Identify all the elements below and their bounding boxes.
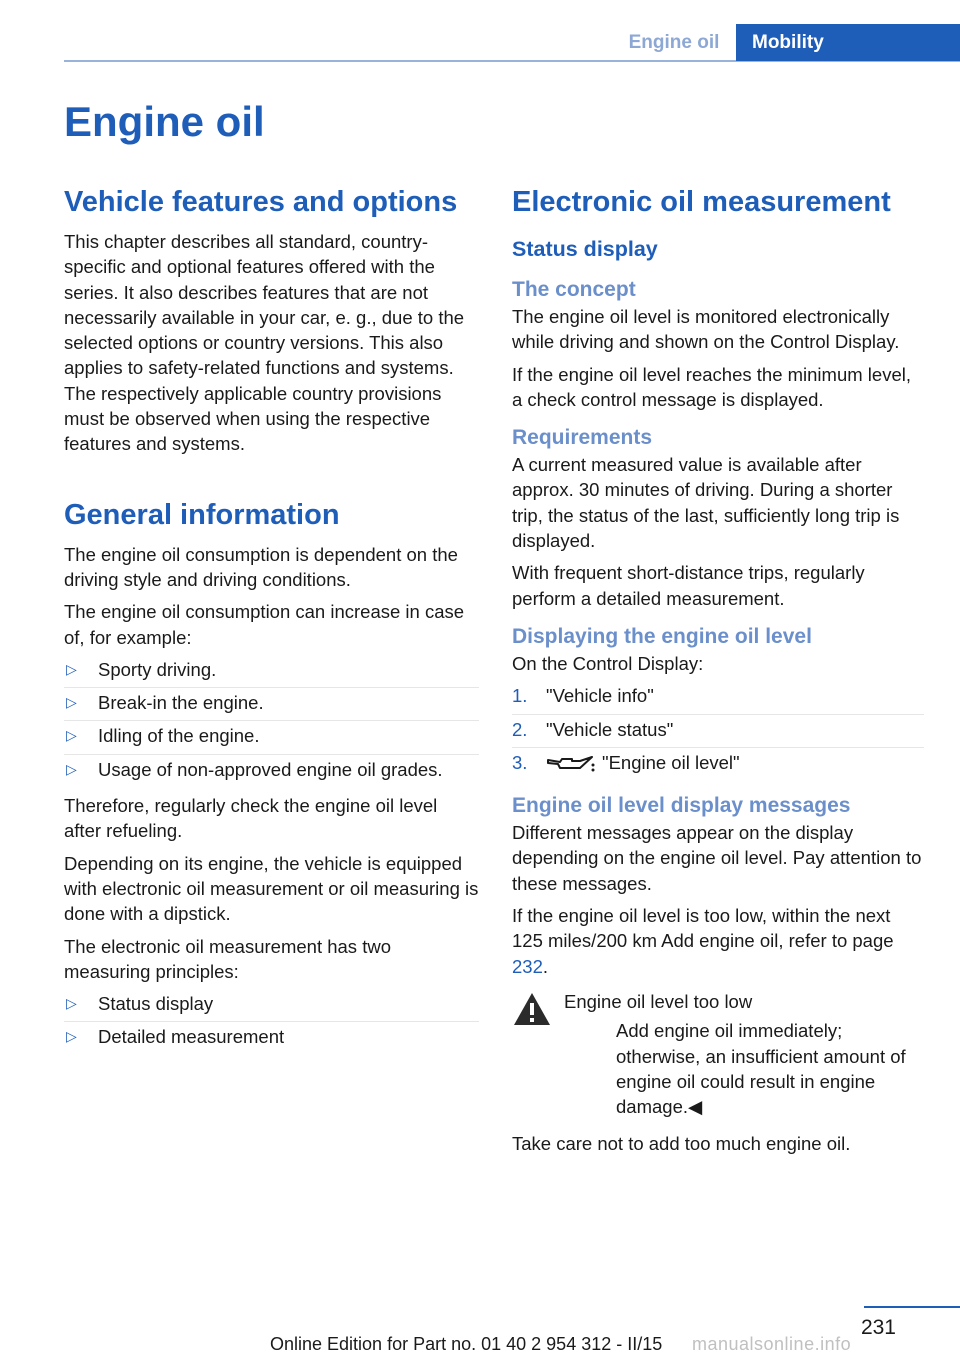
step-text: "Vehicle status"	[546, 718, 674, 740]
edition-footer: Online Edition for Part no. 01 40 2 954 312 - II/15	[270, 1334, 663, 1354]
heading-status-display: Status display	[512, 237, 658, 261]
list-item-text: Usage of non-approved engine oil grades.	[98, 758, 443, 780]
triangle-bullet-icon: ▷	[66, 995, 77, 1012]
watermark: manualsonline.info	[692, 1334, 852, 1354]
heading-vehicle-features: Vehicle features and options	[64, 186, 458, 218]
list-item	[64, 690, 479, 721]
paragraph-messages-1: Different messages appear on the display depending on the engine oil level. Pay attention to these messages.	[512, 822, 922, 894]
step-number: 3.	[512, 751, 528, 773]
oil-can-icon	[546, 753, 596, 775]
paragraph-messages-2	[512, 903, 924, 979]
step-number: 2.	[512, 718, 528, 740]
page-reference-link[interactable]: 232	[512, 955, 543, 977]
paragraph-general-4: Depending on its engine, the vehicle is equipped with electronic oil measurement or oil measuring is done with a dipstick.	[64, 852, 479, 925]
consumption-list	[64, 657, 479, 787]
step-text: "Engine oil level"	[602, 751, 740, 773]
paragraph-general-2: The engine oil consumption can increase in case of, for example:	[64, 601, 465, 648]
triangle-bullet-icon: ▷	[66, 727, 77, 744]
page-title: Engine oil	[64, 98, 265, 145]
warning-title: Engine oil level too low	[564, 990, 753, 1012]
step-text: "Vehicle info"	[546, 685, 654, 707]
list-item	[64, 991, 479, 1022]
list-item-text: Break-in the engine.	[98, 692, 264, 714]
right-column	[512, 180, 924, 1164]
triangle-bullet-icon: ▷	[66, 760, 77, 777]
heading-display-messages: Engine oil level display messages	[512, 794, 851, 818]
paragraph-final: Take care not to add too much engine oil.	[512, 1133, 851, 1155]
header-section-tab: Engine oil	[628, 32, 720, 53]
paragraph-concept-1: The engine oil level is monitored electronically while driving and shown on the Control Display.	[512, 306, 900, 353]
list-item	[512, 717, 924, 748]
paragraph-general-1: The engine oil consumption is dependent on the driving style and driving conditions.	[64, 543, 458, 590]
list-item	[64, 723, 479, 754]
paragraph-general-5: The electronic oil measurement has two measuring principles:	[64, 935, 391, 982]
principles-list	[64, 991, 479, 1055]
heading-electronic-oil-measurement: Electronic oil measurement	[512, 186, 891, 218]
list-item	[512, 683, 924, 714]
messages-text: If the engine oil level is too low, within the next 125 miles/200 km Add engine oil, refer to page	[512, 905, 894, 952]
paragraph-concept-2: If the engine oil level reaches the minimum level, a check control message is displayed.	[512, 363, 911, 410]
step-number: 1.	[512, 685, 528, 707]
heading-requirements: Requirements	[512, 426, 653, 450]
list-item	[64, 1024, 479, 1054]
paragraph-requirements-1: A current measured value is available after approx. 30 minutes of driving. During a shorter trip, the status of the last, sufficiently long trip is displayed.	[512, 454, 900, 552]
warning-body-text: Add engine oil immediately; otherwise, an insufficient amount of engine oil could result in engine damage.◀	[616, 1020, 906, 1118]
triangle-bullet-icon: ▷	[66, 1028, 77, 1045]
messages-period: .	[542, 955, 549, 977]
list-item	[512, 750, 924, 780]
paragraph-features: This chapter describes all standard, country-specific and optional features offered with the series. It also describes features that are not necessarily available in your car, e. g., due to the selected options or country versions. This also applies to safety-related functions and systems. The respectively applicable country provisions must be observed when using the respective features and systems.	[64, 231, 465, 455]
paragraph-displaying: On the Control Display:	[512, 652, 704, 674]
list-item-text: Sporty driving.	[98, 658, 217, 680]
page-number: 231	[860, 1316, 896, 1339]
triangle-bullet-icon: ▷	[66, 660, 77, 677]
header-chapter-tab: Mobility	[736, 24, 960, 61]
list-item-text: Idling of the engine.	[98, 725, 260, 747]
left-column	[64, 180, 479, 1061]
paragraph-general-3: Therefore, regularly check the engine oil level after refueling.	[64, 795, 438, 842]
paragraph-requirements-2: With frequent short-distance trips, regularly perform a detailed measurement.	[512, 562, 865, 609]
list-item	[64, 657, 479, 688]
list-item-text: Status display	[98, 993, 214, 1015]
warning-body	[564, 1018, 924, 1119]
warning-triangle-icon	[512, 991, 552, 1027]
steps-list	[512, 683, 924, 780]
heading-general-information: General information	[64, 498, 340, 531]
list-item	[64, 757, 479, 787]
heading-displaying-oil-level: Displaying the engine oil level	[512, 624, 812, 648]
triangle-bullet-icon: ▷	[66, 694, 77, 711]
footer-rule	[864, 1306, 960, 1308]
list-item-text: Detailed measurement	[98, 1026, 285, 1048]
warning-box	[512, 989, 924, 1119]
heading-the-concept: The concept	[512, 278, 636, 301]
